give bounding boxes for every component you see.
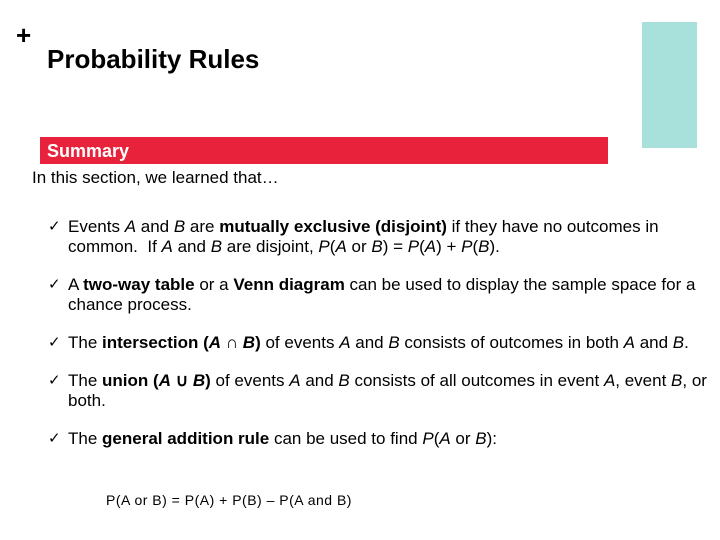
accent-box xyxy=(642,22,697,148)
addition-rule-formula: P(A or B) = P(A) + P(B) – P(A and B) xyxy=(106,492,352,508)
checkmark-icon: ✓ xyxy=(48,276,61,293)
bullet-text: The general addition rule can be used to find P(A or B): xyxy=(68,429,497,448)
summary-label: Summary xyxy=(47,141,130,161)
slide-title: Probability Rules xyxy=(47,44,260,74)
checkmark-icon: ✓ xyxy=(48,372,61,389)
bullet-item xyxy=(48,217,713,257)
checkmark-icon: ✓ xyxy=(48,430,61,447)
plus-mark: + xyxy=(16,20,32,50)
bullet-item xyxy=(48,333,713,353)
bullet-text: A two-way table or a Venn diagram can be used to display the sample space for a chance process. xyxy=(68,275,696,314)
bullet-text: The intersection (A ∩ B) of events A and B consists of outcomes in both A and B. xyxy=(68,333,689,352)
bullet-item xyxy=(48,371,713,411)
checkmark-icon: ✓ xyxy=(48,218,61,235)
bullet-item xyxy=(48,275,713,315)
bullet-text: The union (A ∪ B) of events A and B consists of all outcomes in event A, event B, or both. xyxy=(68,371,707,410)
intro-text: In this section, we learned that… xyxy=(32,168,279,187)
summary-list xyxy=(48,217,713,467)
checkmark-icon: ✓ xyxy=(48,334,61,351)
bullet-text: Events A and B are mutually exclusive (disjoint) if they have no outcomes in common. If A and B are disjoint, P(A or B) = P(A) + P(B). xyxy=(68,217,659,256)
bullet-item xyxy=(48,429,713,449)
